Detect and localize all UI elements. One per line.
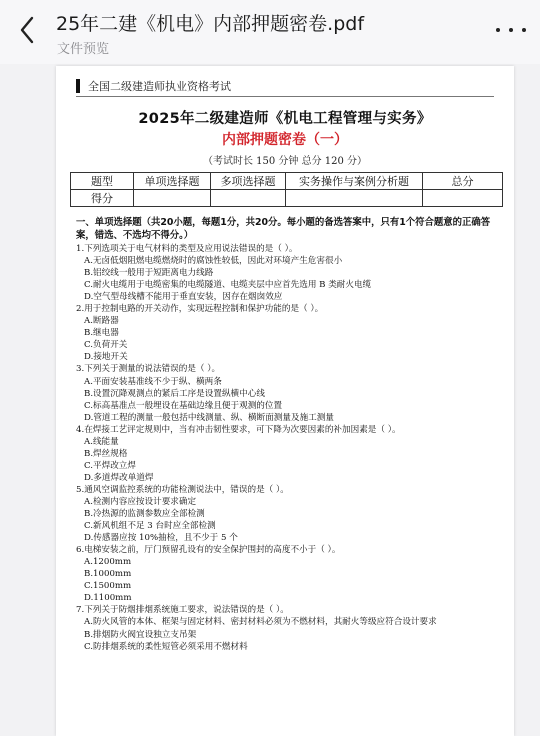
file-title: 25年二建《机电》内部押题密卷.pdf — [56, 13, 365, 35]
score-cell — [134, 190, 211, 207]
document-body — [76, 216, 496, 653]
header-divider — [76, 96, 494, 97]
question-option: D.空气型母线槽不能用于垂直安装，因存在烟囱效应 — [84, 292, 283, 303]
header-bar-mark — [76, 79, 80, 93]
section-title: 一、单项选择题（共20小题，每题1分，共20分。每小题的备选答案中，只有1个符合题意的正确答案，错选、不选均不得分。） — [76, 217, 491, 241]
score-header-cell: 多项选择题 — [211, 173, 286, 190]
question-option: B.排烟防火阀宜设独立支吊架 — [84, 629, 197, 640]
question-option: C.耐火电缆用于电缆密集的电缆隧道、电缆夹层中应首先选用 B 类耐火电缆 — [84, 280, 372, 291]
question-option: A.1200mm — [84, 557, 132, 568]
document-page[interactable] — [56, 66, 514, 736]
question-option: A.平面安装基准线不少于纵、横两条 — [84, 376, 222, 387]
back-button[interactable] — [14, 14, 40, 46]
score-table-score-row — [71, 190, 503, 207]
score-header-cell: 总分 — [423, 173, 503, 190]
more-options-button[interactable] — [496, 22, 526, 38]
question-stem: 3.下列关于测量的说法错误的是（ ）。 — [76, 364, 221, 375]
question-option: C.标高基准点一般埋设在基础边缘且便于观测的位置 — [84, 400, 283, 411]
score-header-cell: 题型 — [71, 173, 134, 190]
doc-title: 2025年二级建造师《机电工程管理与实务》 — [138, 111, 432, 127]
question-stem: 6.电梯安装之前，厅门预留孔设有的安全保护围封的高度不小于（ ）。 — [76, 545, 341, 556]
score-row-label: 得分 — [71, 190, 134, 207]
question-option: B.1000mm — [84, 569, 132, 580]
question-stem: 5.通风空调监控系统的功能检测说法中，错误的是（ ）。 — [76, 484, 289, 495]
score-header-cell: 实务操作与案例分析题 — [286, 173, 423, 190]
question-option: C.负荷开关 — [84, 340, 128, 351]
question-option: D.1100mm — [84, 593, 132, 604]
exam-info: （考试时长 150 分钟 总分 120 分） — [202, 156, 368, 167]
score-table-header-row — [71, 173, 503, 190]
score-table — [70, 172, 503, 207]
question-option: C.平焊改立焊 — [84, 460, 136, 471]
question-option: A.线能量 — [84, 436, 119, 447]
question-option: A.检测内容应按设计要求确定 — [84, 496, 197, 507]
doc-subtitle: 内部押题密卷（一） — [222, 132, 348, 148]
question-option: D.多道焊改单道焊 — [84, 472, 154, 483]
question-option: B.冷热源的监测参数应全部检测 — [84, 509, 205, 520]
question-option: B.焊丝规格 — [84, 448, 128, 459]
question-stem: 1.下列选项关于电气材料的类型及应用说法错误的是（ ）。 — [76, 244, 298, 254]
score-header-cell: 单项选择题 — [134, 173, 211, 190]
doc-header-text: 全国二级建造师执业资格考试 — [88, 80, 231, 93]
score-cell — [423, 190, 503, 207]
question-option: D.管道工程的测量一般包括中线测量、纵、横断面测量及施工测量 — [84, 412, 334, 423]
more-dots-icon — [496, 28, 500, 32]
question-option: B.设置沉降观测点的紧后工序是设置纵横中心线 — [84, 388, 265, 399]
question-option: C.1500mm — [84, 581, 132, 592]
doc-header — [76, 78, 231, 94]
score-cell — [211, 190, 286, 207]
question-option: D.接地开关 — [84, 352, 128, 363]
question-list — [76, 243, 496, 653]
question-stem: 4.在焊接工艺评定规则中，当有冲击韧性要求，可下降为次要因素的补加因素是（ ）。 — [76, 424, 401, 435]
question-stem: 2.用于控制电路的开关动作，实现远程控制和保护功能的是（ ）。 — [76, 304, 324, 315]
question-option: B.铝绞线一般用于短距离电力线路 — [84, 268, 214, 279]
score-cell — [286, 190, 423, 207]
chevron-left-icon — [19, 16, 35, 44]
file-preview-label: 文件预览 — [57, 42, 110, 57]
top-bar — [0, 0, 540, 64]
question-option: A.断路器 — [84, 316, 119, 327]
question-option: A.防火风管的本体、框架与固定材料、密封材料必须为不燃材料，其耐火等级应符合设计要求 — [84, 617, 437, 628]
question-stem: 7.下列关于防烟排烟系统施工要求，说法错误的是（ ）。 — [76, 605, 289, 616]
question-option: D.传感器应按 10%抽检，且不少于 5 个 — [84, 533, 238, 544]
question-option: B.继电器 — [84, 328, 119, 339]
question-option: A.无卤低烟阻燃电缆燃烧时的腐蚀性较低，因此对环境产生危害很小 — [84, 256, 343, 267]
question-option: C.防排烟系统的柔性短管必须采用不燃材料 — [84, 641, 248, 652]
question-option: C.新风机组不足 3 台时应全部检测 — [84, 521, 216, 532]
